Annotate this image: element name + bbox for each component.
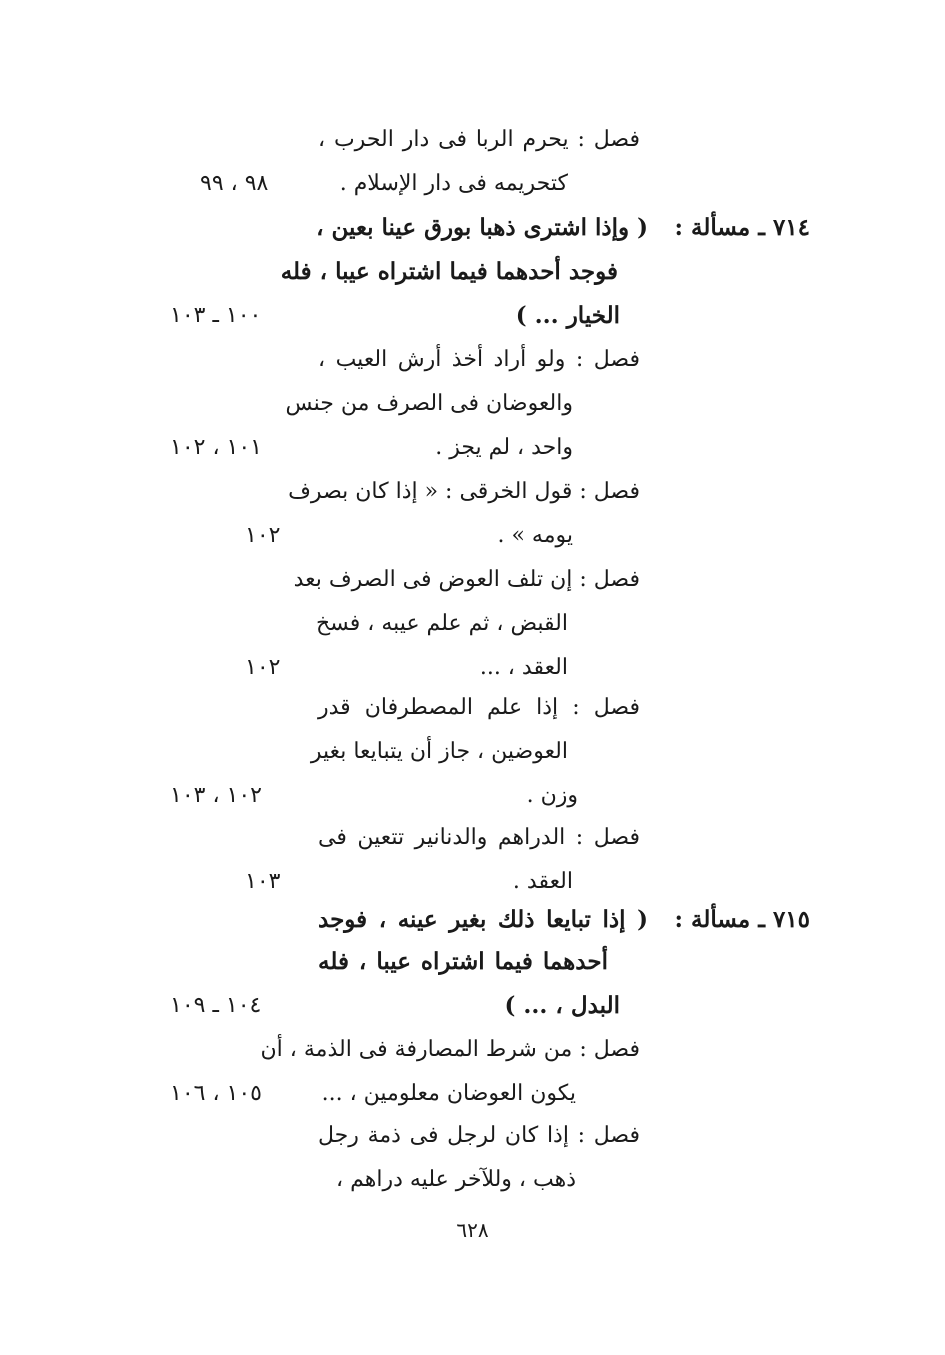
entry-10-line-2: ذهب ، وللآخر عليه دراهم ، [336,1167,576,1192]
entry-1-line-1: فصل : يحرم الربا فى دار الحرب ، [318,127,640,152]
entry-6-line-1: فصل : إذا علم المصطرفان قدر [318,695,640,720]
entry-5-line-1: فصل : إن تلف العوض فى الصرف بعد [293,567,640,592]
masala-714-line-1: ( وإذا اشترى ذهبا بورق عينا بعين ، [316,214,648,241]
entry-9-line-1: فصل : من شرط المصارفة فى الذمة ، أن [260,1037,640,1062]
entry-6-line-3: وزن . [526,783,578,808]
masala-715-pages: ١٠٤ ـ ١٠٩ [170,993,262,1018]
entry-7-line-2: العقد . [512,869,573,894]
masala-715-label: ٧١٥ ـ مسألة : [674,906,810,933]
entry-7-line-1: فصل : الدراهم والدنانير تتعين فى [318,825,640,850]
entry-5-line-2: القبض ، ثم علم عيبه ، فسخ [315,611,568,636]
masala-715-line-1: ( إذا تبايعا ذلك بغير عينه ، فوجد [318,906,648,933]
entry-6-pages: ١٠٢ ، ١٠٣ [170,783,262,808]
entry-1-line-2: كتحريمه فى دار الإسلام . [339,171,568,196]
entry-6-line-2: العوضين ، جاز أن يتبايعا بغير [310,739,568,764]
masala-714-line-3: الخيار ... ) [515,302,620,329]
masala-714-line-2: فوجد أحدهما فيما اشتراه عيبا ، فله [280,258,618,285]
entry-3-pages: ١٠١ ، ١٠٢ [170,435,262,460]
entry-3-line-3: واحد ، لم يجز . [435,435,573,460]
entry-1-pages: ٩٨ ، ٩٩ [200,171,269,196]
masala-714-pages: ١٠٠ ـ ١٠٣ [170,303,262,328]
entry-7-pages: ١٠٣ [245,869,281,894]
entry-5-line-3: العقد ، ... [479,655,568,680]
entry-9-pages: ١٠٥ ، ١٠٦ [170,1081,262,1106]
entry-4-pages: ١٠٢ [245,523,281,548]
page-number: ٦٢٨ [456,1218,489,1242]
masala-714-label: ٧١٤ ـ مسألة : [674,214,810,241]
entry-5-pages: ١٠٢ [245,655,281,680]
entry-10-line-1: فصل : إذا كان لرجل فى ذمة رجل [318,1123,640,1148]
entry-4-line-2: يومه » . [497,523,573,548]
entry-4-line-1: فصل : قول الخرقى : « إذا كان بصرف [288,479,640,504]
entry-9-line-2: يكون العوضان معلومين ، ... [321,1081,576,1106]
masala-715-line-2: أحدهما فيما اشتراه عيبا ، فله [318,948,608,975]
entry-3-line-2: والعوضان فى الصرف من جنس [285,391,573,416]
masala-715-line-3: البدل ، ... ) [504,992,620,1019]
entry-3-line-1: فصل : ولو أراد أخذ أرش العيب ، [318,347,640,372]
